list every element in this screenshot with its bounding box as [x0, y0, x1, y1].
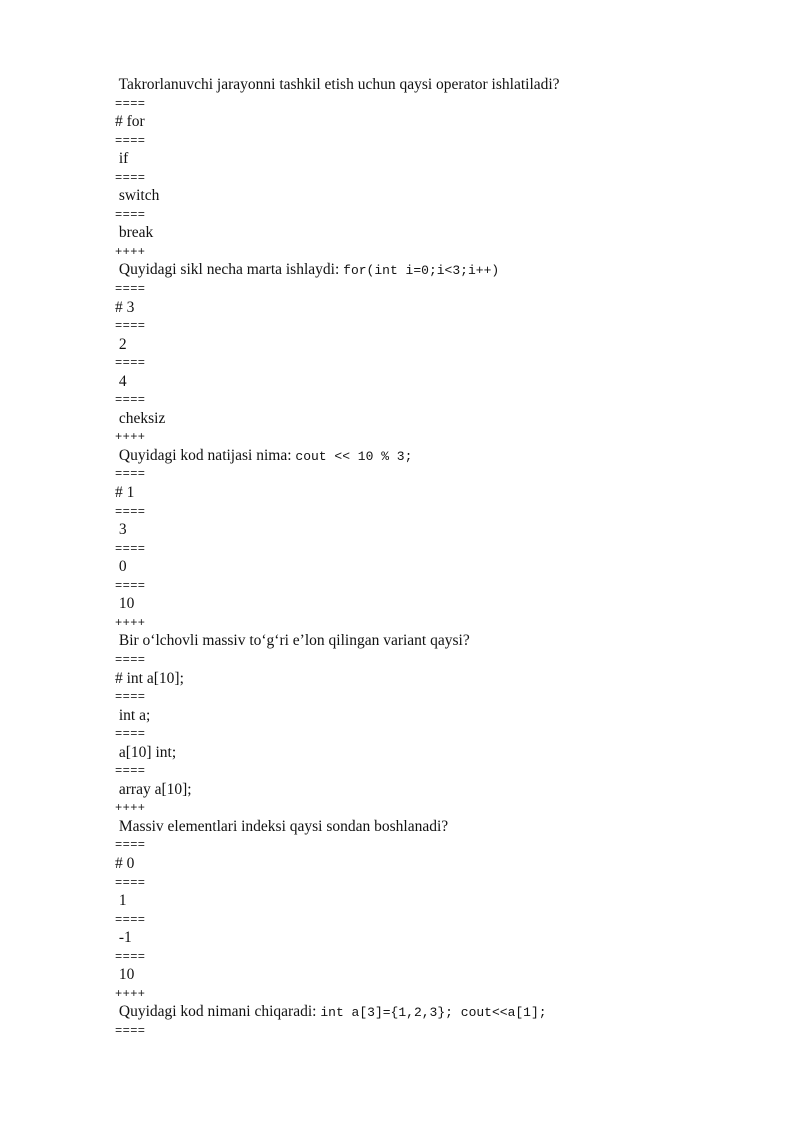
question-2-option-3: 4 — [115, 372, 127, 390]
question-3-code: cout << 10 % 3; — [295, 448, 413, 464]
option-separator: ==== — [115, 96, 146, 111]
question-5-option-3: -1 — [115, 929, 132, 947]
question-2-option-2: 2 — [115, 335, 127, 353]
question-2-text: Quyidagi sikl necha marta ishlaydi: for(int i=0;i<3;i++) — [115, 261, 500, 279]
option-separator: ==== — [115, 467, 146, 482]
option-separator: ==== — [115, 578, 146, 593]
question-separator: ++++ — [115, 244, 146, 259]
question-2-option-4: cheksiz — [115, 409, 166, 427]
question-5-text: Massiv elementlari indeksi qaysi sondan boshlanadi? — [115, 817, 449, 835]
option-separator: ==== — [115, 207, 146, 222]
option-separator: ==== — [115, 690, 146, 705]
question-4-option-3: a[10] int; — [115, 743, 177, 761]
question-1-text: Takrorlanuvchi jarayonni tashkil etish uchun qaysi operator ishlatiladi? — [115, 76, 560, 93]
question-4-text: Bir o‘lchovli massiv to‘g‘ri e’lon qilingan variant qaysi? — [115, 632, 470, 650]
question-4-option-2: int a; — [115, 706, 151, 724]
option-separator: ==== — [115, 170, 146, 185]
option-separator: ==== — [115, 356, 146, 371]
option-separator: ==== — [115, 727, 146, 742]
question-3-option-2: 3 — [115, 521, 127, 539]
test-document — [115, 76, 775, 1040]
question-3-text: Quyidagi kod natijasi nima: cout << 10 % 3; — [115, 446, 413, 464]
option-separator: ==== — [115, 838, 146, 853]
option-separator: ==== — [115, 393, 146, 408]
question-4-option-4: array a[10]; — [115, 780, 192, 798]
option-separator: ==== — [115, 541, 146, 556]
question-5-option-1-correct: # 0 — [115, 854, 135, 872]
question-1-option-3: switch — [115, 187, 160, 205]
option-separator: ==== — [115, 949, 146, 964]
option-separator: ==== — [115, 764, 146, 779]
question-1-option-4: break — [115, 224, 154, 242]
option-separator: ==== — [115, 504, 146, 519]
option-separator: ==== — [115, 282, 146, 297]
question-4-option-1-correct: # int a[10]; — [115, 669, 184, 687]
question-2-code: for(int i=0;i<3;i++) — [343, 263, 500, 279]
question-separator: ++++ — [115, 986, 146, 1001]
question-1-option-1-correct: # for — [115, 113, 145, 131]
question-2-option-1-correct: # 3 — [115, 298, 135, 316]
question-separator: ++++ — [115, 430, 146, 445]
question-3-option-1-correct: # 1 — [115, 484, 135, 502]
option-separator: ==== — [115, 1023, 146, 1038]
question-3-option-3: 0 — [115, 558, 127, 576]
question-5-option-2: 1 — [115, 892, 127, 910]
option-separator: ==== — [115, 652, 146, 667]
option-separator: ==== — [115, 133, 146, 148]
option-separator: ==== — [115, 912, 146, 927]
question-separator: ++++ — [115, 615, 146, 630]
question-6-code: int a[3]={1,2,3}; cout<<a[1]; — [320, 1005, 547, 1021]
question-1-option-2: if — [115, 150, 129, 168]
question-6-text: Quyidagi kod nimani chiqaradi: int a[3]={1,2,3}; cout<<a[1]; — [115, 1003, 547, 1021]
question-separator: ++++ — [115, 801, 146, 816]
option-separator: ==== — [115, 319, 146, 334]
question-5-option-4: 10 — [115, 966, 135, 984]
question-3-option-4: 10 — [115, 595, 135, 613]
option-separator: ==== — [115, 875, 146, 890]
